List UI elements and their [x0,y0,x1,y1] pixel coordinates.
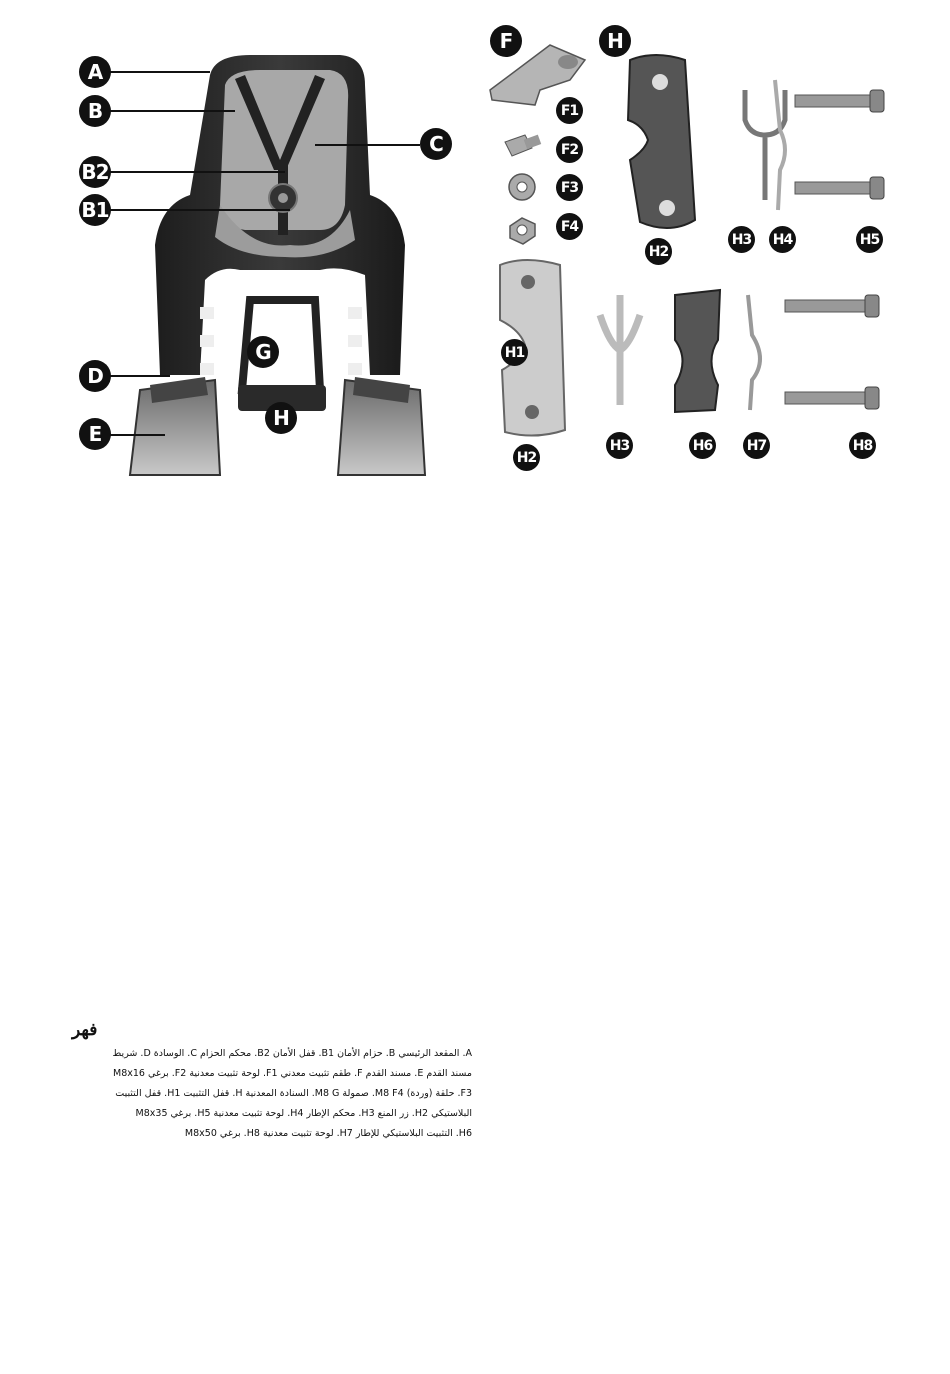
legend-line-2: مسند القدم E. مسند القدم F. طقم تثبيت معدني F1. لوحة تثبيت معدنية F2. برغي M8x16 [113,1068,472,1079]
label-f2: F2 [556,136,583,163]
label-f3: F3 [556,174,583,201]
label-c: C [420,128,452,160]
label-h-seat: H [265,402,297,434]
leader-e [110,434,165,436]
label-h1: H1 [501,339,528,366]
parts-figure [0,0,950,500]
leader-a [110,71,210,73]
label-f: F [490,25,522,57]
label-h-parts: H [599,25,631,57]
legend-line-3: F3. حلقة (وردة) M8 F4. صمولة M8 G. السنادة المعدنية H. قفل التثبيت H1. قفل التثبيت [115,1088,472,1099]
label-g: G [247,336,279,368]
label-h3-bottom: H3 [606,432,633,459]
legend-line-4: البلاستيكي H2. زر المنع H3. محكم الإطار H4. لوحة تثبيت معدنية H5. برغي M8x35 [135,1108,472,1119]
label-f4: F4 [556,213,583,240]
legend-title: فهر [72,1020,98,1040]
parts-illustrations [480,40,900,480]
label-h6: H6 [689,432,716,459]
leader-c [315,144,420,146]
legend-line-1: A. المقعد الرئيسي B. حزام الأمان B1. قفل الأمان B2. محكم الحزام C. الوسادة D. شريط [112,1048,472,1059]
leader-b [110,110,235,112]
label-a: A [79,56,111,88]
label-h5: H5 [856,226,883,253]
label-b1: B1 [79,194,111,226]
label-f1: F1 [556,97,583,124]
label-h7: H7 [743,432,770,459]
label-e: E [79,418,111,450]
label-h2-top: H2 [645,238,672,265]
leader-b1 [110,209,290,211]
label-h2-bottom: H2 [513,444,540,471]
parts-legend [72,1020,472,1144]
legend-line-5: H6. التثبيت البلاستيكي للإطار H7. لوحة تثبيت معدنية H8. برغي M8x50 [184,1128,472,1139]
label-h8: H8 [849,432,876,459]
label-h4: H4 [769,226,796,253]
leader-b2 [110,171,285,173]
label-b2: B2 [79,156,111,188]
label-d: D [79,360,111,392]
leader-d [110,375,170,377]
label-h3-top: H3 [728,226,755,253]
label-b: B [79,95,111,127]
